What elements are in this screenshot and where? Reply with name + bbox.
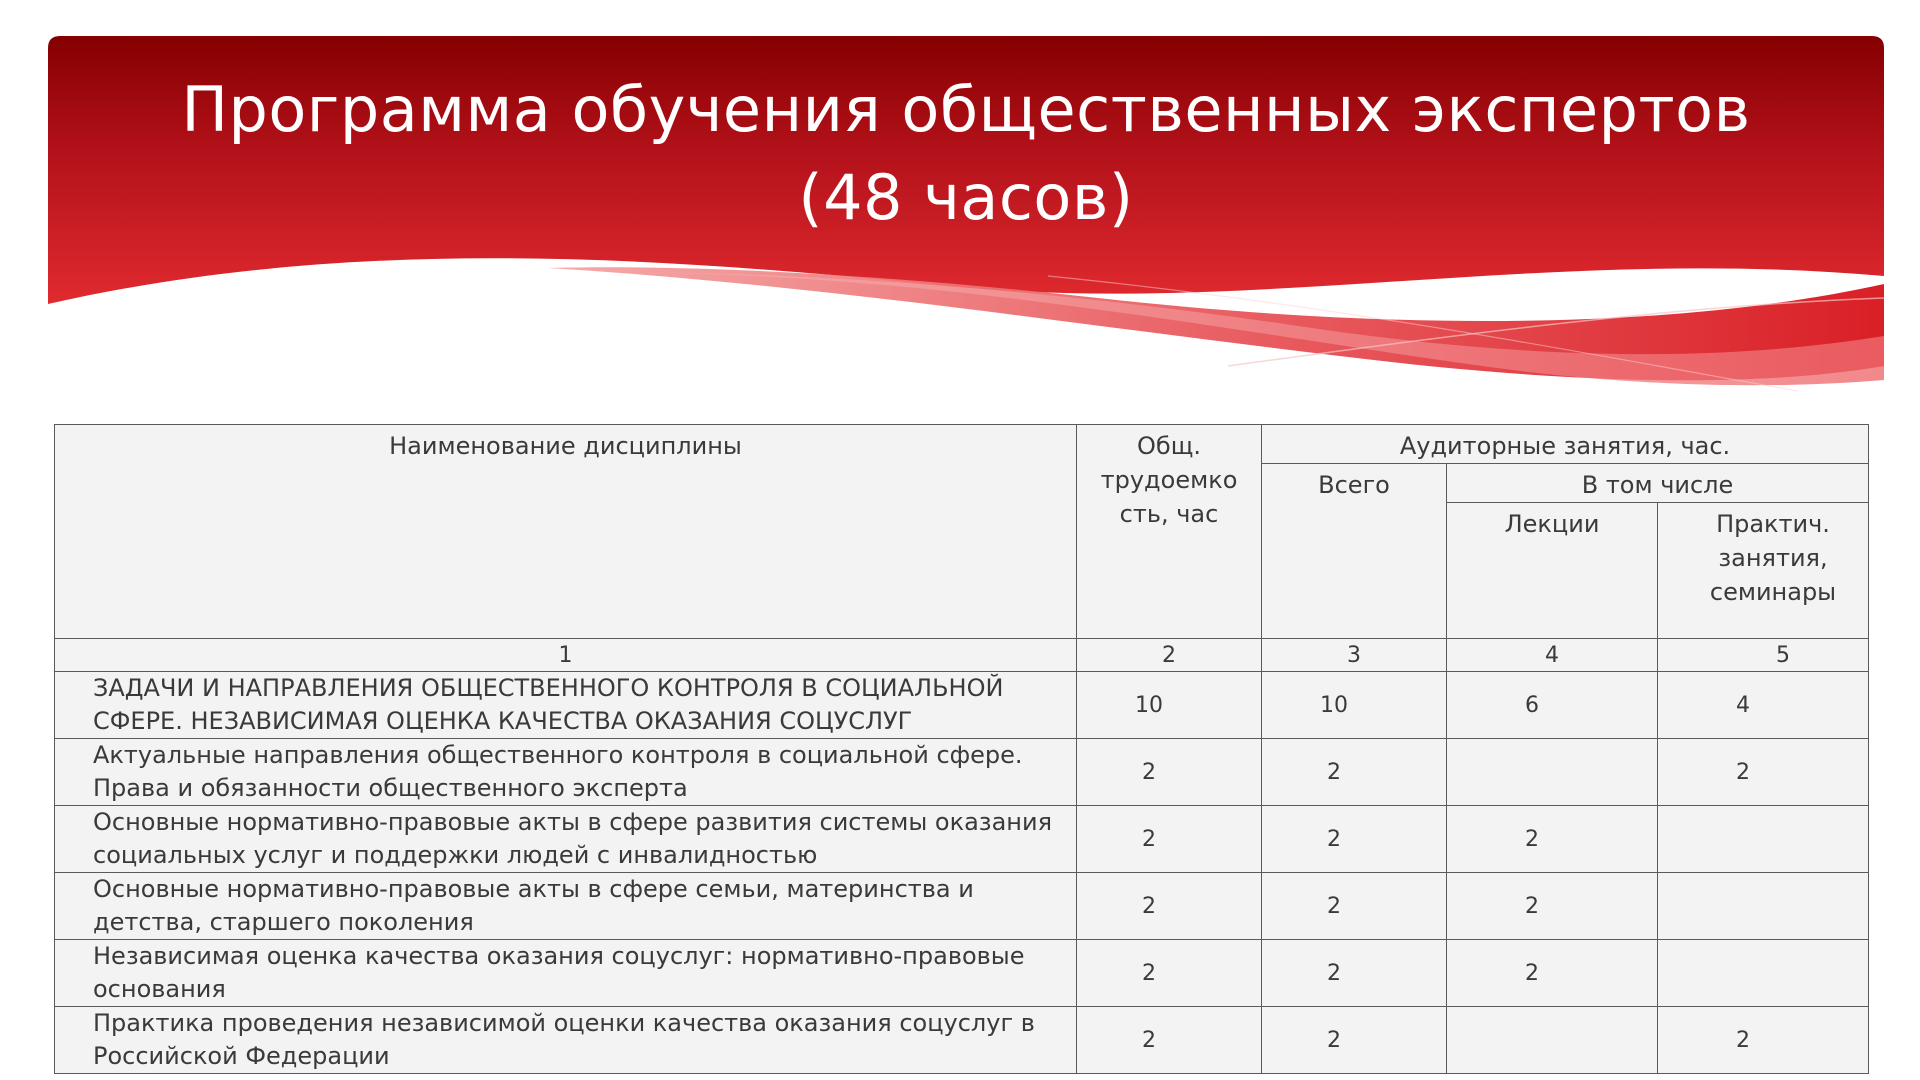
header-including: В том числе [1447, 464, 1869, 503]
total-hours: 2 [1077, 940, 1262, 1007]
discipline-name: ЗАДАЧИ И НАПРАВЛЕНИЯ ОБЩЕСТВЕННОГО КОНТРОЛЯ В СОЦИАЛЬНОЙ СФЕРЕ. НЕЗАВИСИМАЯ ОЦЕНКА КАЧЕСТВА ОКАЗАНИЯ СОЦУСЛУГ [55, 672, 1077, 739]
total-hours: 2 [1077, 806, 1262, 873]
practice-hours [1658, 940, 1869, 1007]
discipline-name: Основные нормативно-правовые акты в сфере развития системы оказания социальных услуг и поддержки людей с инвалидностью [55, 806, 1077, 873]
table-row [55, 873, 1869, 940]
practice-hours [1658, 873, 1869, 940]
header-discipline: Наименование дисциплины [55, 425, 1077, 639]
all-hours: 2 [1262, 940, 1447, 1007]
title-line-2: (48 часов) [798, 161, 1134, 234]
curriculum-table-wrapper [54, 424, 1868, 1074]
lecture-hours: 2 [1447, 940, 1658, 1007]
total-hours: 2 [1077, 739, 1262, 806]
table-row [55, 1007, 1869, 1074]
discipline-name: Практика проведения независимой оценки качества оказания соцуслуг в Российской Федерации [55, 1007, 1077, 1074]
all-hours: 2 [1262, 739, 1447, 806]
practice-hours [1658, 806, 1869, 873]
table-row [55, 672, 1869, 739]
total-hours: 2 [1077, 1007, 1262, 1074]
column-number: 2 [1077, 639, 1262, 672]
page-title [48, 66, 1884, 242]
total-hours: 10 [1077, 672, 1262, 739]
all-hours: 10 [1262, 672, 1447, 739]
practice-hours: 2 [1658, 739, 1869, 806]
all-hours: 2 [1262, 806, 1447, 873]
curriculum-table [54, 424, 1869, 1074]
discipline-name: Независимая оценка качества оказания соцуслуг: нормативно-правовые основания [55, 940, 1077, 1007]
column-number: 1 [55, 639, 1077, 672]
header-practice: Практич. занятия, семинары [1658, 503, 1869, 639]
title-line-1: Программа обучения общественных экспертов [181, 73, 1751, 146]
lecture-hours [1447, 739, 1658, 806]
header-lectures: Лекции [1447, 503, 1658, 639]
practice-hours: 2 [1658, 1007, 1869, 1074]
lecture-hours: 6 [1447, 672, 1658, 739]
header-auditory: Аудиторные занятия, час. [1262, 425, 1869, 464]
table-row [55, 739, 1869, 806]
all-hours: 2 [1262, 873, 1447, 940]
header-all: Всего [1262, 464, 1447, 639]
lecture-hours [1447, 1007, 1658, 1074]
all-hours: 2 [1262, 1007, 1447, 1074]
header-total-labor: Общ. трудоемко сть, час [1077, 425, 1262, 639]
total-hours: 2 [1077, 873, 1262, 940]
discipline-name: Актуальные направления общественного контроля в социальной сфере. Права и обязанности общественного эксперта [55, 739, 1077, 806]
table-row [55, 806, 1869, 873]
table-row [55, 940, 1869, 1007]
discipline-name: Основные нормативно-правовые акты в сфере семьи, материнства и детства, старшего поколения [55, 873, 1077, 940]
practice-hours: 4 [1658, 672, 1869, 739]
lecture-hours: 2 [1447, 873, 1658, 940]
column-number: 5 [1658, 639, 1869, 672]
column-number-row [55, 639, 1869, 672]
column-number: 3 [1262, 639, 1447, 672]
lecture-hours: 2 [1447, 806, 1658, 873]
column-number: 4 [1447, 639, 1658, 672]
